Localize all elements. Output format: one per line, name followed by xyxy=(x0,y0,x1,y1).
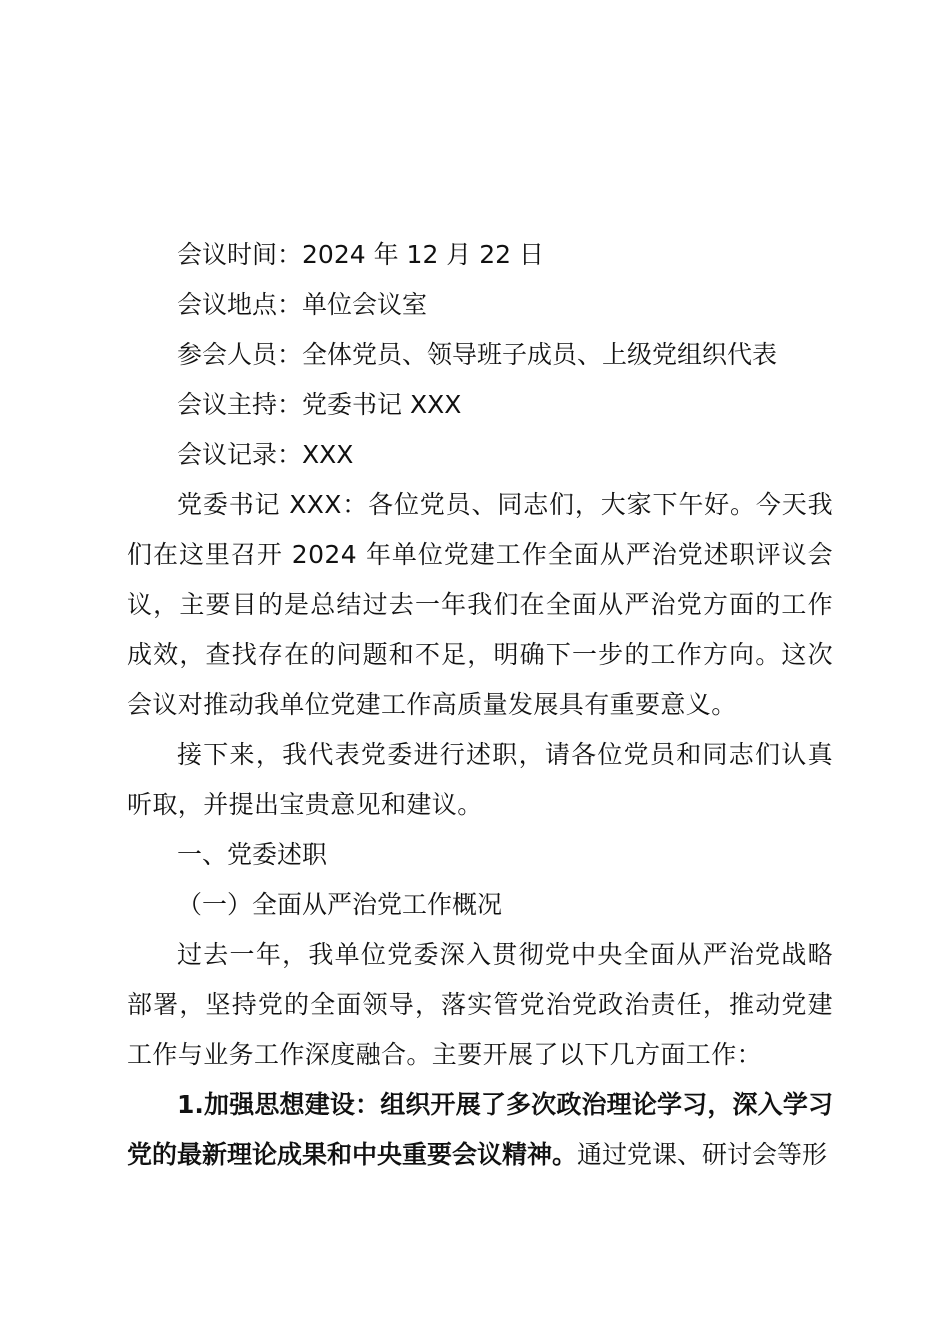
meeting-place-label: 会议地点： xyxy=(177,290,303,319)
item-1-text: 通过党课、研讨会等形 xyxy=(577,1140,828,1169)
meeting-time-label: 会议时间： xyxy=(177,240,303,269)
section-heading: 一、党委述职 xyxy=(177,840,328,869)
meeting-place-line xyxy=(127,280,833,330)
host-label: 会议主持： xyxy=(177,390,303,419)
opening-paragraph: 党委书记 XXX：各位党员、同志们，大家下午好。今天我们在这里召开 2024 年单位党建工作全面从严治党述职评议会议，主要目的是总结过去一年我们在全面从严治党方面的工作成效，查找存在的问题和不足，明确下一步的工作方向。这次会议对推动我单位党建工作高质量发展具有重要意义。 xyxy=(127,490,833,719)
attendees-value: 全体党员、领导班子成员、上级党组织代表 xyxy=(302,340,778,369)
recorder-value: XXX xyxy=(302,440,354,469)
recorder-line xyxy=(127,430,833,480)
host-line xyxy=(127,380,833,430)
transition-paragraph: 接下来，我代表党委进行述职，请各位党员和同志们认真听取，并提出宝贵意见和建议。 xyxy=(127,740,833,819)
host-value: 党委书记 XXX xyxy=(302,390,462,419)
attendees-label: 参会人员： xyxy=(177,340,303,369)
document-body xyxy=(127,230,833,1180)
overview-paragraph: 过去一年，我单位党委深入贯彻党中央全面从严治党战略部署，坚持党的全面领导，落实管党治党政治责任，推动党建工作与业务工作深度融合。主要开展了以下几方面工作： xyxy=(127,940,833,1069)
attendees-line xyxy=(127,330,833,380)
subsection-heading: （一）全面从严治党工作概况 xyxy=(177,890,503,919)
meeting-place-value: 单位会议室 xyxy=(302,290,428,319)
meeting-time-value: 2024 年 12 月 22 日 xyxy=(302,240,544,269)
item-1-paragraph xyxy=(127,1080,833,1180)
meeting-time-line xyxy=(127,230,833,280)
item-1-bold-text: 1.加强思想建设：组织开展了多次政治理论学习，深入学习党的最新理论成果和中央重要会议精神。 xyxy=(127,1090,833,1169)
recorder-label: 会议记录： xyxy=(177,440,303,469)
